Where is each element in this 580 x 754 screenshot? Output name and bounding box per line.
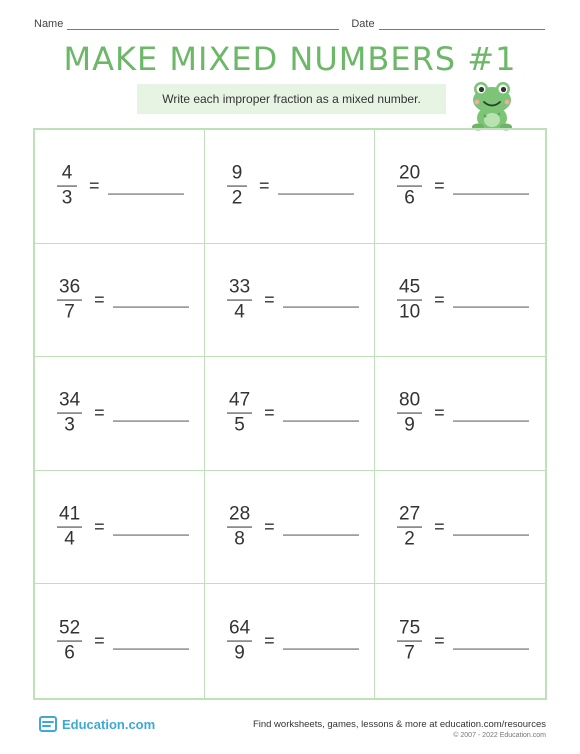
denominator: 4 [64,528,75,550]
problem-cell [375,584,545,698]
numerator: 33 [227,277,252,300]
problem [57,391,189,436]
problem-cell [205,244,375,358]
numerator: 47 [227,391,252,414]
fraction [57,391,82,436]
problem-cell [35,471,205,585]
numerator: 41 [57,505,82,528]
answer-line[interactable] [113,419,189,421]
fraction [57,277,82,322]
name-field[interactable] [67,18,339,30]
answer-line[interactable] [278,192,354,194]
fraction [227,164,247,209]
answer-line[interactable] [108,192,184,194]
answer-line[interactable] [283,306,359,308]
date-field[interactable] [379,18,545,30]
numerator: 80 [397,391,422,414]
answer-line[interactable] [113,306,189,308]
problem-cell [375,471,545,585]
answer-line[interactable] [453,306,529,308]
numerator: 52 [57,619,82,642]
fraction [397,505,422,550]
date-label: Date [351,18,375,30]
answer-line[interactable] [283,533,359,535]
denominator: 5 [234,414,245,436]
numerator: 9 [227,164,247,187]
problem-cell [35,584,205,698]
numerator: 75 [397,619,422,642]
problem [227,277,359,322]
fraction [57,619,82,664]
denominator: 6 [64,642,75,664]
problem-cell [35,244,205,358]
fraction [227,619,252,664]
equals-sign: = [89,175,100,196]
equals-sign: = [94,289,105,310]
problem-cell [205,584,375,698]
problem [57,277,189,322]
footer-copyright: © 2007 - 2022 Education.com [453,732,546,739]
numerator: 28 [227,505,252,528]
numerator: 34 [57,391,82,414]
problem [227,391,359,436]
problem-cell [35,130,205,244]
page-title: MAKE MIXED NUMBERS #1 [63,40,517,78]
problem [227,164,354,209]
equals-sign: = [264,402,275,423]
equals-sign: = [94,402,105,423]
denominator: 3 [64,414,75,436]
denominator: 8 [234,528,245,550]
answer-line[interactable] [283,419,359,421]
fraction [397,619,422,664]
problem-grid [33,128,547,700]
denominator: 7 [404,642,415,664]
answer-line[interactable] [453,647,529,649]
problem-cell [205,471,375,585]
fraction [397,391,422,436]
answer-line[interactable] [113,647,189,649]
numerator: 4 [57,164,77,187]
problem [57,619,189,664]
denominator: 2 [231,187,243,209]
fraction [227,505,252,550]
denominator: 10 [399,301,421,323]
problem [397,505,529,550]
problem [57,164,184,209]
education-logo[interactable] [38,714,155,734]
answer-line[interactable] [283,647,359,649]
equals-sign: = [434,516,445,537]
fraction [57,505,82,550]
problem [397,277,529,322]
denominator: 9 [404,414,415,436]
name-label: Name [34,18,64,30]
denominator: 7 [64,301,75,323]
problem [397,391,529,436]
answer-line[interactable] [113,533,189,535]
equals-sign: = [434,175,445,196]
equals-sign: = [434,630,445,651]
denominator: 9 [234,642,245,664]
problem-cell [35,357,205,471]
fraction [397,277,422,322]
equals-sign: = [94,516,105,537]
answer-line[interactable] [453,419,529,421]
logo-text: Education.com [62,716,156,732]
problem [397,164,529,209]
footer-resources-link[interactable]: Find worksheets, games, lessons & more at education.com/resources [252,719,546,730]
equals-sign: = [264,630,275,651]
fraction [227,277,252,322]
numerator: 45 [397,277,422,300]
equals-sign: = [434,402,445,423]
denominator: 2 [404,528,415,550]
name-date-header [34,18,546,30]
equals-sign: = [434,289,445,310]
problem [227,619,359,664]
equals-sign: = [259,175,270,196]
equals-sign: = [94,630,105,651]
problem-cell [375,357,545,471]
numerator: 20 [397,164,422,187]
problem-cell [375,130,545,244]
problem-cell [205,357,375,471]
problem-cell [205,130,375,244]
problem [397,619,529,664]
instruction-banner [137,84,446,114]
equals-sign: = [264,516,275,537]
fraction [397,164,422,209]
problem-cell [375,244,545,358]
numerator: 27 [397,505,422,528]
denominator: 4 [234,301,245,323]
answer-line[interactable] [453,533,529,535]
fraction [57,164,77,209]
instruction-text: Write each improper fraction as a mixed number. [162,92,421,106]
denominator: 6 [404,187,415,209]
frog-icon [468,78,516,132]
equals-sign: = [264,289,275,310]
problem [227,505,359,550]
problem [57,505,189,550]
numerator: 64 [227,619,252,642]
education-logo-icon [38,714,58,734]
answer-line[interactable] [453,192,529,194]
denominator: 3 [61,187,73,209]
numerator: 36 [57,277,82,300]
fraction [227,391,252,436]
